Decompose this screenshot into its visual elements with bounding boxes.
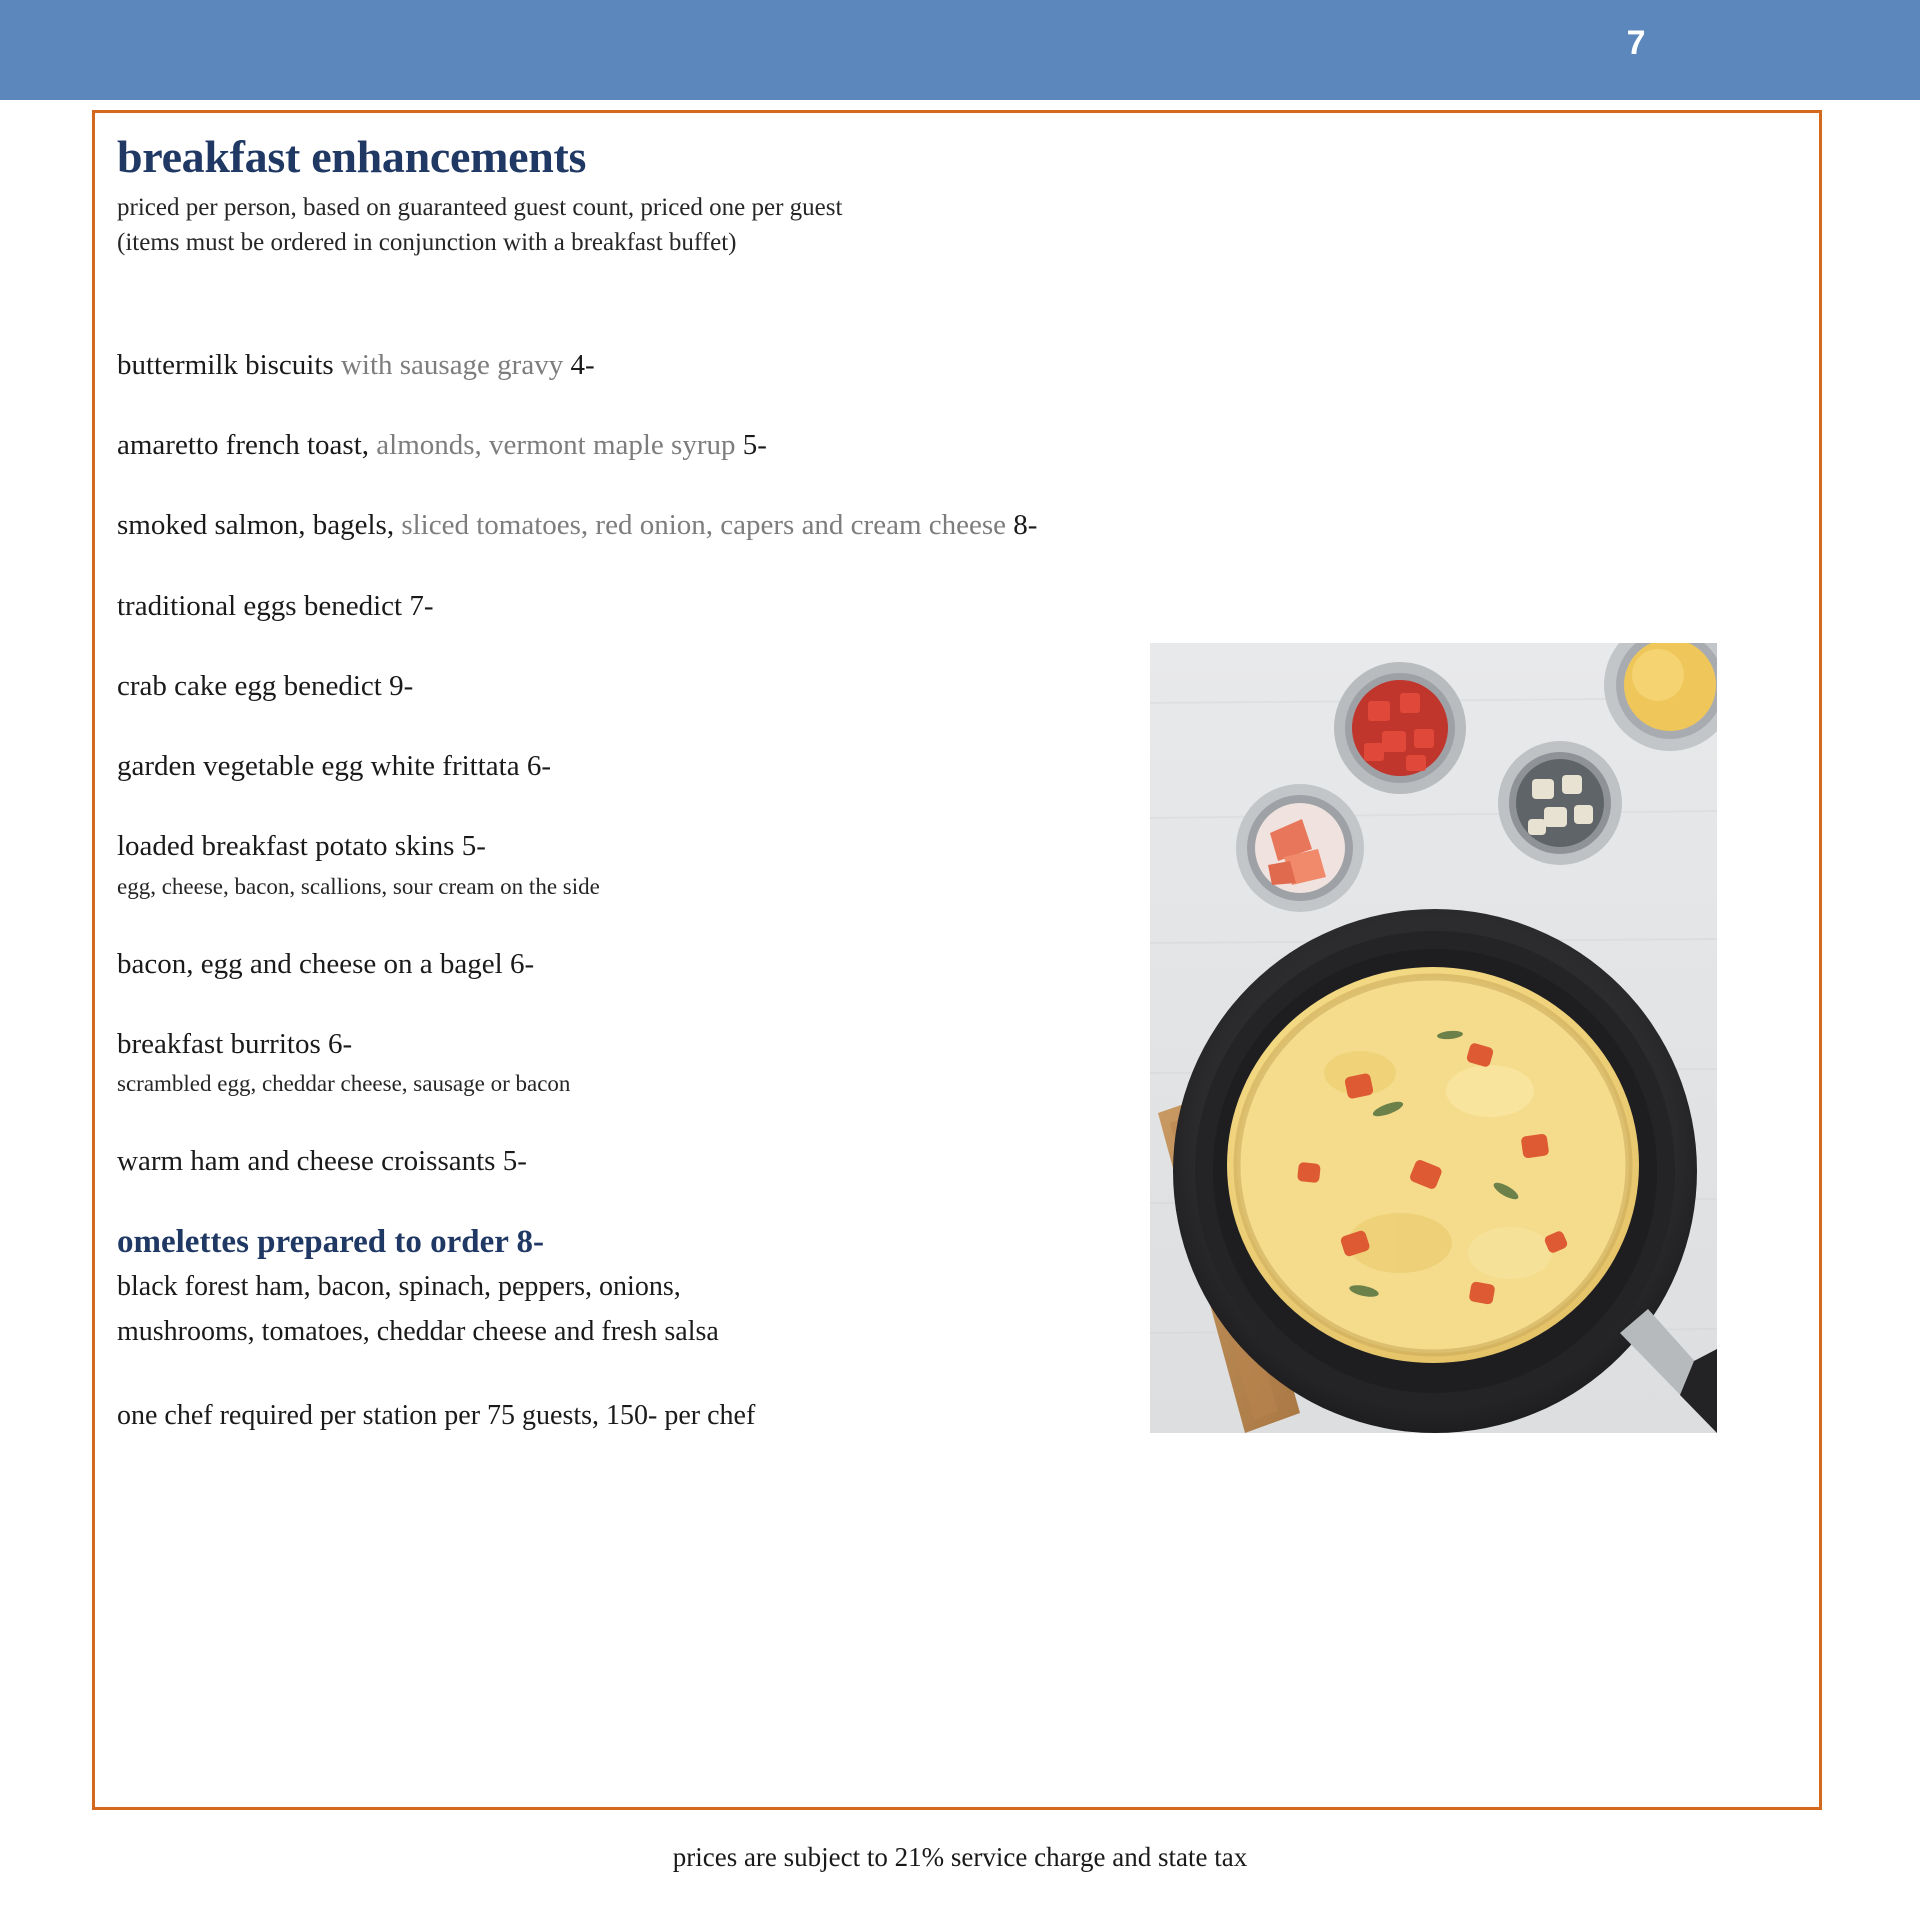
menu-item-detail: almonds, vermont maple syrup — [376, 429, 736, 462]
menu-item-name: smoked salmon, bagels, — [117, 509, 395, 542]
menu-item-price: 9- — [389, 669, 414, 702]
omelette-station-block — [117, 1223, 1217, 1352]
menu-item-price: 6- — [526, 750, 552, 783]
menu-item — [117, 1143, 1217, 1179]
page-header-bar — [0, 0, 1920, 100]
menu-item — [117, 427, 1217, 463]
menu-item-line — [117, 427, 1217, 463]
content-frame — [92, 110, 1822, 1810]
menu-item-name: buttermilk biscuits — [117, 348, 334, 381]
chef-requirement-note: one chef required per station per 75 guests, 150- per chef — [117, 1400, 756, 1432]
menu-item-price: 6- — [328, 1027, 353, 1060]
bowl-potato — [1498, 741, 1622, 865]
menu-item-description: egg, cheese, bacon, scallions, sour cream on the side — [117, 873, 600, 899]
footer-disclaimer: prices are subject to 21% service charge and state tax — [672, 1842, 1248, 1872]
menu-item-price: 4- — [570, 348, 595, 381]
bowl-tomato — [1334, 662, 1466, 794]
frittata-photo — [1150, 643, 1717, 1433]
menu-item-price: 6- — [509, 947, 535, 980]
omelette-heading: omelettes prepared to order 8- — [117, 1224, 545, 1261]
menu-item-line — [117, 828, 1217, 864]
menu-item-description: scrambled egg, cheddar cheese, sausage or bacon — [117, 1071, 571, 1097]
menu-item-line — [117, 507, 1217, 543]
menu-item — [117, 828, 1217, 901]
menu-item-line — [117, 347, 1217, 383]
menu-item-price: 8- — [1013, 509, 1038, 542]
menu-item — [117, 507, 1217, 543]
frittata-photo-illustration — [1150, 643, 1717, 1433]
menu-item-detail: sliced tomatoes, red onion, capers and cream cheese — [401, 509, 1007, 542]
menu-text-column — [117, 131, 1217, 1432]
menu-item — [117, 1026, 1217, 1099]
menu-item — [117, 668, 1217, 704]
menu-item-name: bacon, egg and cheese on a bagel — [117, 947, 503, 980]
menu-item-line — [117, 588, 1217, 624]
menu-item-line — [117, 1143, 1217, 1179]
bowl-crab — [1236, 784, 1364, 912]
page-number: 7 — [1626, 24, 1646, 62]
menu-item-name: breakfast burritos — [117, 1027, 321, 1060]
menu-item-price: 7- — [409, 589, 434, 622]
section-subtitle-line-2: (items must be ordered in conjunction with a breakfast buffet) — [117, 229, 737, 257]
menu-item-line — [117, 1026, 1217, 1062]
menu-item-line — [117, 748, 1217, 784]
menu-item-name: warm ham and cheese croissants — [117, 1145, 496, 1178]
menu-item-line — [117, 668, 1217, 704]
menu-item — [117, 347, 1217, 383]
section-subtitle-line-1: priced per person, based on guaranteed guest count, priced one per guest — [117, 193, 843, 221]
menu-item — [117, 748, 1217, 784]
menu-item-name: crab cake egg benedict — [117, 669, 382, 702]
menu-item-name: loaded breakfast potato skins — [117, 830, 455, 863]
menu-item — [117, 588, 1217, 624]
menu-item-name: traditional eggs benedict — [117, 589, 403, 622]
menu-item-name: amaretto french toast, — [117, 429, 370, 462]
menu-item-price: 5- — [742, 429, 767, 462]
menu-item-line — [117, 946, 1217, 982]
menu-item-price: 5- — [502, 1145, 527, 1178]
page-title: breakfast enhancements — [117, 131, 587, 182]
omelette-line-2: mushrooms, tomatoes, cheddar cheese and fresh salsa — [117, 1315, 719, 1347]
menu-item-detail: with sausage gravy — [340, 348, 564, 381]
menu-item-name: garden vegetable egg white frittata — [117, 750, 520, 783]
menu-item — [117, 946, 1217, 982]
menu-item-price: 5- — [461, 830, 486, 863]
omelette-line-1: black forest ham, bacon, spinach, peppers, onions, — [117, 1271, 681, 1303]
